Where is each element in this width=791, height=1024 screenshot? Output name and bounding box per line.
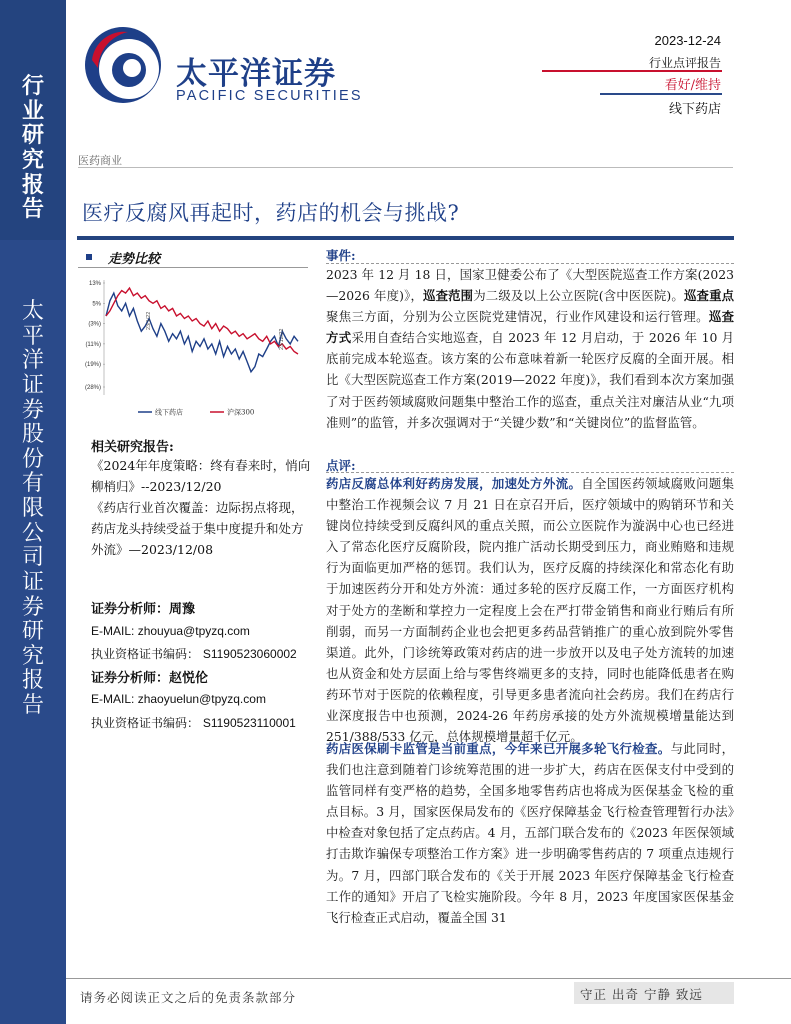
analyst-name: 赵悦伦 bbox=[169, 671, 209, 686]
event-paragraph: 2023 年 12 月 18 日，国家卫健委公布了《大型医院巡查工作方案(2023—2026 年度)》，巡查范围为二级及以上公立医院(含中医医院)。巡查重点聚焦三方面，分别为公立医院党建情况，行业作风建设和运行管理。巡查方式采用自查结合实地巡查，自 2023 年 12 月启动，于 2026 年 10 月底前完成本轮巡查。该方案的公布意味着新一轮医疗反腐的全面开展。相比《大型医院巡查工作方案(2019—2022 年度)》，我们看到本次方案加强了对于医药领域腐败问题集中整治工作的巡查，重点关注对廉洁从业“九项准则”的监管，并多次强调对于“关键少数”和“关键岗位”的监督监管。 bbox=[326, 267, 735, 430]
sidebar bbox=[0, 0, 66, 1024]
y-tick-label: (3%) bbox=[88, 321, 101, 328]
industry-name: 线下药店 bbox=[668, 102, 721, 117]
y-tick-label: (28%) bbox=[84, 385, 101, 391]
analyst-1-cert: 执业资格证书编码： S1190523060002 bbox=[91, 647, 297, 661]
y-tick-label: (19%) bbox=[84, 362, 101, 369]
related-report-item[interactable]: 《2024年年度策略：终有春来时，悄向柳梢归》--2023/12/20 bbox=[91, 458, 311, 494]
comment-label: 点评: bbox=[326, 458, 356, 473]
comment-paragraph-2: 药店医保刷卡监管是当前重点，今年来已开展多轮飞行检查。与此同时，我们也注意到随着门诊统筹范围的进一步扩大，药店在医保支付中受到的监管同样有变严格的趋势，全国多地零售药店也将成为医保基金飞检的重点目标。3 月，国家医保局发布的《医疗保障基金飞行检查管理暂行办法》中检查对象包括了定点药店。4 月，五部门联合发布的《2023 年医保领域打击欺诈骗保专项整治工作方案》进一步明确零售药店的 7 项重点违规行为。7 月，四部门联合发布的《关于开展 2023 年医疗保障基金飞行检查工作的通知》开启了飞检实施阶段。今年 8 月，2023 年度国家医保基金飞行检查正式启动，覆盖全国 31 bbox=[326, 741, 734, 925]
category-label: 医药商业 bbox=[78, 154, 122, 167]
legend-label-csi300: 沪深300 bbox=[227, 408, 255, 417]
footer-rule bbox=[66, 978, 791, 979]
legend-label-offline-pharmacy: 线下药店 bbox=[155, 408, 183, 417]
analyst-name: 周豫 bbox=[169, 602, 196, 617]
company-logo-icon bbox=[82, 24, 164, 106]
analyst-role: 证券分析师： bbox=[91, 671, 170, 686]
trend-chart bbox=[80, 275, 310, 425]
title-rule bbox=[77, 236, 734, 240]
analyst-email[interactable]: zhouyua@tpyzq.com bbox=[137, 624, 250, 638]
header-blue-rule bbox=[600, 93, 722, 95]
footer-disclaimer[interactable]: 请务必阅读正文之后的免责条款部分 bbox=[80, 990, 297, 1005]
series-line-offline-pharmacy bbox=[106, 293, 298, 372]
related-reports-heading: 相关研究报告: bbox=[91, 440, 174, 455]
report-type: 行业点评报告 bbox=[648, 56, 721, 70]
analyst-role: 证券分析师： bbox=[91, 602, 170, 617]
trend-heading: 走势比较 bbox=[108, 252, 161, 267]
analyst-1-title bbox=[91, 598, 195, 617]
y-axis-ticks bbox=[85, 281, 105, 391]
y-tick-label: 13% bbox=[88, 281, 101, 287]
analyst-1-email: E-MAIL: zhouyua@tpyzq.com bbox=[91, 624, 250, 638]
y-tick-label: 5% bbox=[92, 301, 101, 308]
brand-name-cn: 太平洋证券 bbox=[176, 56, 336, 92]
chart-annotation-1: 23/1/22 bbox=[146, 311, 152, 330]
analyst-2-email: E-MAIL: zhaoyuelun@tpyzq.com bbox=[91, 692, 266, 706]
report-date: 2023-12-24 bbox=[654, 33, 721, 48]
sidebar-bottom-text: 太平洋证券股份有限公司证券研究报告 bbox=[21, 299, 44, 718]
event-label: 事件: bbox=[326, 248, 356, 263]
y-tick-label: (11%) bbox=[85, 341, 101, 348]
analyst-2-title bbox=[91, 667, 208, 686]
related-report-item[interactable]: 《药店行业首次覆盖：边际拐点将现，药店龙头持续受益于集中度提升和处方外流》—2023/12/08 bbox=[91, 500, 304, 557]
category-rule bbox=[78, 167, 733, 168]
chart-annotation-2: 23/12/22 bbox=[279, 328, 285, 350]
sidebar-top-text: 行业研究报告 bbox=[21, 73, 44, 222]
footer-slogan: 守正 出奇 宁静 致远 bbox=[580, 987, 703, 1002]
square-bullet-icon bbox=[86, 254, 92, 260]
chart-legend bbox=[138, 408, 254, 417]
analyst-2-cert: 执业资格证书编码： S1190523110001 bbox=[91, 716, 296, 730]
analyst-email[interactable]: zhaoyuelun@tpyzq.com bbox=[137, 692, 266, 706]
header-red-rule bbox=[542, 70, 722, 72]
rating: 看好/维持 bbox=[664, 78, 721, 93]
report-title: 医疗反腐风再起时，药店的机会与挑战? bbox=[82, 201, 460, 225]
comment-paragraph-1: 药店反腐总体利好药房发展，加速处方外流。自全国医药领域腐败问题集中整治工作视频会议 7 月 21 日在京召开后，医疗领域中的购销环节和关键岗位持续受到反腐纠风的重点关照，而公立医院作为漩涡中心也已经进入了常态化医疗反腐阶段，院内推广活动长期受到压力，商业贿赂和违规行为面临更加严格的惩罚。我们认为，医疗反腐的持续深化和常态化有助于加速医药分开和处方外流：通过多轮的医疗反腐工作，一方面医疗机构对于处方的垄断和掌控力一定程度上会在严打带金销售和商业行贿后有所削弱，而另一方面制药企业也会把更多药品营销推广的重心放到院外零售渠道。此外，门诊统筹政策对药店的进一步放开以及电子处方流转的加速也从资金和处方层面上给与零售终端更多的支持，同时也能降低患者在购药环节对于医院的依赖程度，引导更多患者流向社会药房。我们在药店行业深度报告中也预测，2024-26 年药房承接的处方外流规模增量能达到 251/388/533 亿元，总体规模增量超千亿元。 bbox=[326, 476, 735, 745]
brand-name-en: PACIFIC SECURITIES bbox=[176, 88, 363, 104]
